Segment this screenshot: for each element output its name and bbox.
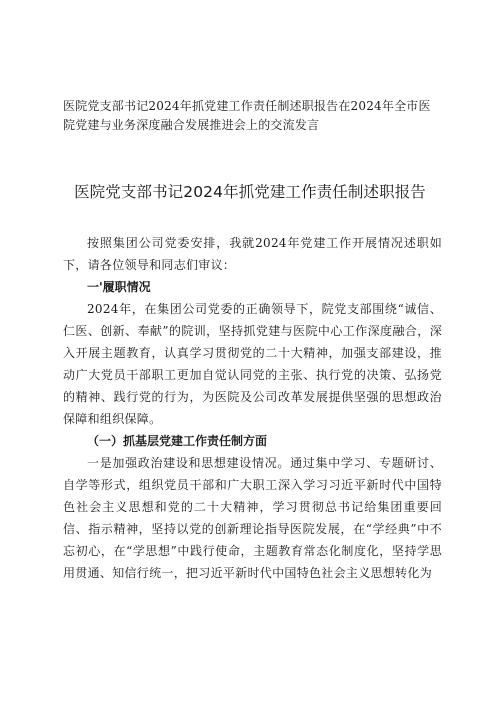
- document-title: 医院党支部书记2024年抓党建工作责任制述职报告: [74, 183, 426, 201]
- subsection-heading-responsibility: （一）抓基层党建工作责任制方面: [87, 434, 268, 448]
- document-header: 医院党支部书记2024年抓党建工作责任制述职报告在2024年全市医院党建与业务深度融合发展推进会上的交流发言: [63, 99, 431, 132]
- responsibility-paragraph: 一是加强政治建设和思想建设情况。通过集中学习、专题研讨、自学等形式，组织党员干部和广大职工深入学习习近平新时代中国特色社会主义思想和党的二十大精神，学习贯彻总书记给集团重要回信、指示精神，坚持以党的创新理论指导医院发展，在“学经典”中不忘初心，在“学思想”中践行使命，主题教育常态化制度化，坚持学思用贯通、知信行统一，把习近平新时代中国特色社会主义思想转化为: [63, 456, 442, 580]
- section-heading-performance: 一'履职情况: [87, 280, 151, 294]
- intro-paragraph: 按照集团公司党委安排，我就2024年党建工作开展情况述职如下，请各位领导和同志们审议：: [63, 236, 442, 272]
- document-body: [63, 232, 442, 584]
- performance-paragraph: 2024年，在集团公司党委的正确领导下，院党支部围绕“诚信、仁医、创新、奉献”的院训，坚持抓党建与医院中心工作深度融合，深入开展主题教育，认真学习贯彻党的二十大精神，加强支部建设，推动广大党员干部职工更加自觉认同党的主张、执行党的决策、弘扬党的精神、践行党的行为，为医院及公司改革发展提供坚强的思想政治保障和组织保障。: [63, 302, 442, 426]
